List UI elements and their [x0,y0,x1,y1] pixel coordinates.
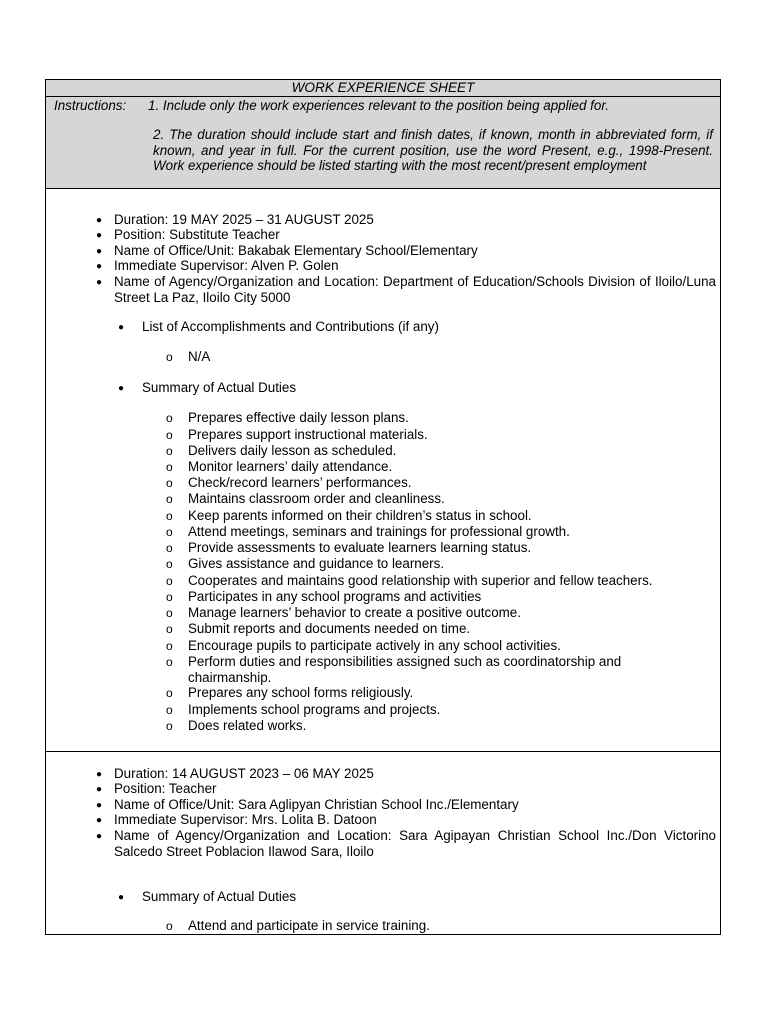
duties-label: Summary of Actual Duties [142,889,297,904]
entry-agency: Name of Agency/Organization and Location: Sara Agipayan Christian School Inc./Don Victorino Salcedo Street Poblacion Ilawod Sara, Iloilo [114,828,716,859]
bullet-icon: ● [96,261,103,272]
entry-duration: Duration: 19 MAY 2025 – 31 AUGUST 2025 [114,212,374,227]
duty-item: Encourage pupils to participate actively in any school activities. [188,638,561,653]
duty-item: Delivers daily lesson as scheduled. [188,443,397,458]
bullet-icon: ● [96,277,103,288]
bullet-icon: ● [96,246,103,257]
sub-bullet-icon: o [166,444,173,458]
duty-item: Attend and participate in service training. [188,918,430,933]
duty-item: Provide assessments to evaluate learners learning status. [188,540,532,555]
sub-bullet-icon: o [166,719,173,733]
duty-item: Manage learners’ behavior to create a positive outcome. [188,605,521,620]
sub-bullet-icon: o [166,541,173,555]
duty-item: Participates in any school programs and activities [188,589,482,604]
entry-position: Position: Substitute Teacher [114,227,280,242]
bullet-icon: ● [118,383,125,394]
duty-item: Perform duties and responsibilities assigned such as coordinatorship and chairmanship. [188,654,622,685]
duty-item: Submit reports and documents needed on time. [188,621,471,636]
sub-bullet-icon: o [166,350,173,364]
bullet-icon: ● [96,784,103,795]
bullet-icon: ● [96,800,103,811]
bullet-icon: ● [96,815,103,826]
accomplishments-label: List of Accomplishments and Contributions (if any) [142,319,439,334]
sub-bullet-icon: o [166,509,173,523]
entry-office: Name of Office/Unit: Sara Aglipyan Christian School Inc./Elementary [114,797,519,812]
duties-label: Summary of Actual Duties [142,380,297,395]
bullet-icon: ● [96,230,103,241]
duty-item: Keep parents informed on their children’s status in school. [188,508,532,523]
bullet-icon: ● [96,769,103,780]
accomplishment-item: N/A [188,349,211,364]
duty-item: Maintains classroom order and cleanliness. [188,491,445,506]
entry-supervisor: Immediate Supervisor: Alven P. Golen [114,258,339,273]
duty-item: Check/record learners’ performances. [188,475,412,490]
instructions-box [46,97,720,189]
entry-supervisor: Immediate Supervisor: Mrs. Lolita B. Datoon [114,812,377,827]
instruction-item-1: 1. Include only the work experiences relevant to the position being applied for. [148,98,610,113]
duty-item: Prepares any school forms religiously. [188,685,414,700]
work-entry-2 [46,752,720,934]
sub-bullet-icon: o [166,460,173,474]
entry-duration: Duration: 14 AUGUST 2023 – 06 MAY 2025 [114,766,374,781]
sub-bullet-icon: o [166,703,173,717]
bullet-icon: ● [118,892,125,903]
sub-bullet-icon: o [166,622,173,636]
sub-bullet-icon: o [166,639,173,653]
duty-item: Prepares support instructional materials. [188,427,428,442]
duty-item: Prepares effective daily lesson plans. [188,410,409,425]
bullet-icon: ● [96,215,103,226]
bullet-icon: ● [118,322,125,333]
sub-bullet-icon: o [166,590,173,604]
duty-item: Gives assistance and guidance to learners. [188,556,445,571]
sheet-title: WORK EXPERIENCE SHEET [46,80,720,97]
sub-bullet-icon: o [166,411,173,425]
sub-bullet-icon: o [166,557,173,571]
sub-bullet-icon: o [166,655,173,669]
sub-bullet-icon: o [166,525,173,539]
sub-bullet-icon: o [166,476,173,490]
sub-bullet-icon: o [166,492,173,506]
instruction-item-2: 2. The duration should include start and finish dates, if known, month in abbreviated form, if known, and year in full. For the current position, use the word Present, e.g., 1998-Present. Work experience should be listed starting with the most recent/present employment [153,127,713,173]
instructions-label: Instructions: [54,98,127,113]
duty-item: Attend meetings, seminars and trainings for professional growth. [188,524,570,539]
entry-position: Position: Teacher [114,781,217,796]
work-entry-1 [46,189,720,752]
entry-agency: Name of Agency/Organization and Location: Department of Education/Schools Division of Iloilo/Luna Street La Paz, Iloilo City 5000 [114,274,716,305]
entry-office: Name of Office/Unit: Bakabak Elementary School/Elementary [114,243,478,258]
duty-item: Does related works. [188,718,307,733]
duty-item: Implements school programs and projects. [188,702,441,717]
sub-bullet-icon: o [166,606,173,620]
sub-bullet-icon: o [166,686,173,700]
sub-bullet-icon: o [166,428,173,442]
work-experience-sheet [45,79,721,935]
sub-bullet-icon: o [166,574,173,588]
duty-item: Cooperates and maintains good relationship with superior and fellow teachers. [188,573,653,588]
bullet-icon: ● [96,831,103,842]
sub-bullet-icon: o [166,919,173,933]
duty-item: Monitor learners’ daily attendance. [188,459,393,474]
